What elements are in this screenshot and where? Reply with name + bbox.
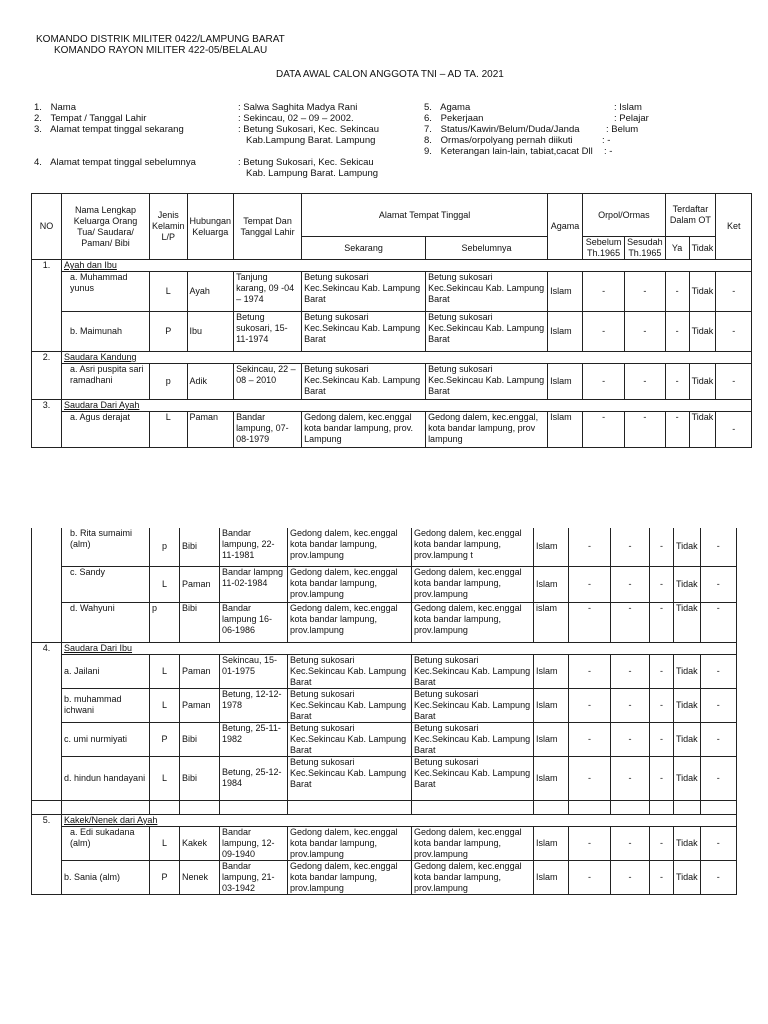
info-value-nama: : Salwa Saghita Madya Rani (238, 102, 358, 113)
cell-sesudah65: - (625, 272, 666, 312)
info-item-status: 7. Status/Kawin/Belum/Duda/Janda (424, 124, 580, 135)
cell-ket: - (716, 312, 752, 352)
cell-ket: - (716, 272, 752, 312)
cell-hubungan: Bibi (180, 602, 220, 642)
cell-tidak: Tidak (674, 756, 701, 800)
cell-sebelumnya: Gedong dalem, kec.enggal kota bandar lampung, prov.lampung (412, 566, 534, 602)
cell-nama: a. Asri puspita sari ramadhani (62, 364, 150, 400)
cell-tidak: Tidak (674, 528, 701, 566)
cell-sesudah65: - (611, 688, 650, 722)
col-header-ttl: Tempat Dan Tanggal Lahir (234, 194, 302, 260)
cell-agama: Islam (534, 722, 569, 756)
cell-sekarang: Gedong dalem, kec.enggal kota bandar lampung, prov.lampung (288, 602, 412, 642)
cell-tidak: Tidak (674, 860, 701, 894)
col-header-sesudah65: Sesudah Th.1965 (625, 237, 666, 260)
info-item-ormas: 8. Ormas/orpolyang pernah diikuti (424, 135, 573, 146)
cell-ttl: Sekincau, 22 – 08 – 2010 (234, 364, 302, 400)
cell-ya: - (665, 272, 689, 312)
spacer-row (32, 800, 737, 814)
cell-jk: L (150, 654, 180, 688)
cell-ya: - (650, 566, 674, 602)
cell-ya: - (650, 654, 674, 688)
cell-agama: Islam (548, 272, 583, 312)
info-value-keterangan: : - (604, 146, 613, 157)
cell-ket: - (716, 412, 752, 448)
document-title: DATA AWAL CALON ANGGOTA TNI – AD TA. 2021 (276, 69, 504, 80)
cell-sebelum65: - (583, 364, 625, 400)
info-item-pekerjaan: 6. Pekerjaan (424, 113, 484, 124)
cell-ya: - (650, 528, 674, 566)
section-number: 3. (32, 400, 62, 448)
cell-sekarang: Gedong dalem, kec.enggal kota bandar lampung, prov. Lampung (302, 412, 426, 448)
cell-ttl: Bandar lampung, 12-09-1940 (220, 826, 288, 860)
cell-tidak: Tidak (674, 602, 701, 642)
cell-jk: P (150, 722, 180, 756)
cell-ya: - (665, 364, 689, 400)
info-value-agama: : Islam (614, 102, 642, 113)
section-title: Ayah dan Ibu (62, 260, 752, 272)
info-value-alamat-sebelumnya-2: Kab. Lampung Barat. Lampung (246, 168, 379, 179)
col-header-tidak: Tidak (689, 237, 716, 260)
cell-sekarang: Gedong dalem, kec.enggal kota bandar lampung, prov.lampung (288, 566, 412, 602)
cell-ya: - (665, 412, 689, 448)
info-value-alamat-sekarang-2: Kab.Lampung Barat. Lampung (246, 135, 376, 146)
section-title: Saudara Dari Ibu (62, 642, 737, 654)
cell-sebelum65: - (583, 312, 625, 352)
cell-sesudah65: - (625, 364, 666, 400)
cell-jk: L (150, 272, 188, 312)
cell-ket: - (700, 654, 736, 688)
section-row (32, 352, 752, 364)
table-row (32, 272, 752, 312)
cell-tidak: Tidak (674, 722, 701, 756)
cell-jk: P (150, 312, 188, 352)
cell-sebelumnya: Gedong dalem, kec.enggal kota bandar lampung, prov.lampung (412, 860, 534, 894)
cell-jk: L (150, 688, 180, 722)
col-header-nama: Nama Lengkap Keluarga Orang Tua/ Saudara/ Paman/ Bibi (62, 194, 150, 260)
page-break-gap (0, 449, 768, 528)
section-row (32, 260, 752, 272)
col-header-ket: Ket (716, 194, 752, 260)
cell-sebelum65: - (569, 688, 611, 722)
cell-tidak: Tidak (674, 654, 701, 688)
cell-ttl: Bandar lampung 16-06-1986 (220, 602, 288, 642)
cell-ya: - (650, 688, 674, 722)
cell-hubungan: Nenek (180, 860, 220, 894)
section-row (32, 642, 737, 654)
cell-sebelum65: - (569, 756, 611, 800)
cell-hubungan: Paman (180, 566, 220, 602)
section-number-continued (32, 528, 62, 642)
table-row (32, 722, 737, 756)
table-row (32, 364, 752, 400)
cell-hubungan: Ibu (187, 312, 234, 352)
info-item-ttl: 2. Tempat / Tanggal Lahir (34, 113, 147, 124)
cell-ttl: Betung sukosari, 15-11-1974 (234, 312, 302, 352)
cell-sebelumnya: Gedong dalem, kec.enggal, kota bandar lampung, prov lampung (426, 412, 548, 448)
cell-sebelumnya: Betung sukosari Kec.Sekincau Kab. Lampung Barat (412, 688, 534, 722)
info-value-ttl: : Sekincau, 02 – 09 – 2002. (238, 113, 354, 124)
cell-sesudah65: - (611, 756, 650, 800)
header-command: KOMANDO DISTRIK MILITER 0422/LAMPUNG BARAT (36, 34, 285, 45)
cell-sebelumnya: Gedong dalem, kec.enggal kota bandar lampung, prov.lampung t (412, 528, 534, 566)
col-header-no: NO (32, 194, 62, 260)
cell-jk: L (150, 826, 180, 860)
cell-ket: - (716, 364, 752, 400)
table-row (32, 528, 737, 566)
info-value-ormas: : - (602, 135, 611, 146)
cell-sekarang: Gedong dalem, kec.enggal kota bandar lampung, prov.lampung (288, 860, 412, 894)
cell-sekarang: Betung sukosari Kec.Sekincau Kab. Lampung Barat (288, 688, 412, 722)
cell-agama: Islam (534, 528, 569, 566)
info-value-pekerjaan: : Pelajar (614, 113, 649, 124)
cell-jk: p (150, 364, 188, 400)
cell-sebelum65: - (583, 272, 625, 312)
cell-ya: - (665, 312, 689, 352)
cell-nama: a. Muhammad yunus (62, 272, 150, 312)
cell-sebelumnya: Betung sukosari Kec.Sekincau Kab. Lampung Barat (412, 722, 534, 756)
table-row (32, 826, 737, 860)
cell-ya: - (650, 826, 674, 860)
cell-sesudah65: - (625, 412, 666, 448)
cell-hubungan: Paman (180, 654, 220, 688)
section-number: 4. (32, 642, 62, 800)
cell-sebelum65: - (583, 412, 625, 448)
cell-nama: c. Sandy (62, 566, 150, 602)
cell-jk: L (150, 412, 188, 448)
info-item-keterangan: 9. Keterangan lain-lain, tabiat,cacat Dll (424, 146, 593, 157)
table-row (32, 654, 737, 688)
cell-tidak: Tidak (674, 826, 701, 860)
cell-nama: b. muhammad ichwani (62, 688, 150, 722)
cell-ya: - (650, 602, 674, 642)
cell-ttl: Tanjung karang, 09 -04 – 1974 (234, 272, 302, 312)
cell-hubungan: Paman (180, 688, 220, 722)
cell-ttl: Bandar lampung, 21-03-1942 (220, 860, 288, 894)
info-value-alamat-sekarang: : Betung Sukosari, Kec. Sekincau (238, 124, 379, 135)
col-header-hubungan: Hubungan Keluarga (187, 194, 234, 260)
cell-sebelum65: - (569, 602, 611, 642)
cell-jk: L (150, 566, 180, 602)
cell-sebelum65: - (569, 722, 611, 756)
cell-jk: p (150, 528, 180, 566)
cell-tidak: Tidak (674, 566, 701, 602)
cell-sesudah65: - (611, 722, 650, 756)
cell-tidak: Tidak (674, 688, 701, 722)
cell-agama: Islam (534, 688, 569, 722)
cell-sekarang: Betung sukosari Kec.Sekincau Kab. Lampung Barat (302, 364, 426, 400)
cell-sekarang: Betung sukosari Kec.Sekincau Kab. Lampung Barat (302, 312, 426, 352)
cell-hubungan: Paman (187, 412, 234, 448)
cell-ttl: Sekincau, 15-01-1975 (220, 654, 288, 688)
header-subcommand: KOMANDO RAYON MILITER 422-05/BELALAU (54, 45, 268, 56)
col-header-alamat: Alamat Tempat Tinggal (302, 194, 548, 237)
cell-sebelum65: - (569, 566, 611, 602)
cell-agama: Islam (548, 364, 583, 400)
cell-jk: p (150, 602, 180, 642)
cell-agama: islam (534, 602, 569, 642)
section-title: Saudara Kandung (62, 352, 752, 364)
cell-tidak: Tidak (689, 412, 716, 448)
cell-tidak: Tidak (689, 364, 716, 400)
cell-nama: d. hindun handayani (62, 756, 150, 800)
family-table (31, 193, 752, 448)
cell-sebelum65: - (569, 654, 611, 688)
table-row (32, 412, 752, 448)
cell-agama: Islam (534, 566, 569, 602)
col-header-jk: Jenis Kelamin L/P (150, 194, 188, 260)
cell-sebelum65: - (569, 528, 611, 566)
cell-sebelum65: - (569, 860, 611, 894)
col-header-agama: Agama (548, 194, 583, 260)
cell-nama: d. Wahyuni (62, 602, 150, 642)
cell-ttl: Betung, 12-12-1978 (220, 688, 288, 722)
cell-ket: - (700, 756, 736, 800)
cell-nama: b. Maimunah (62, 312, 150, 352)
info-item-alamat-sekarang: 3. Alamat tempat tinggal sekarang (34, 124, 184, 135)
cell-sesudah65: - (611, 566, 650, 602)
cell-ttl: Betung, 25-12-1984 (220, 756, 288, 800)
cell-nama: a. Agus derajat (62, 412, 150, 448)
cell-ket: - (700, 602, 736, 642)
cell-ket: - (700, 688, 736, 722)
col-header-ya: Ya (665, 237, 689, 260)
cell-nama: b. Rita sumaimi (alm) (62, 528, 150, 566)
cell-agama: Islam (548, 412, 583, 448)
table-row (32, 566, 737, 602)
section-number: 1. (32, 260, 62, 352)
info-item-nama: 1. Nama (34, 102, 76, 113)
cell-hubungan: Bibi (180, 722, 220, 756)
section-number: 5. (32, 814, 62, 894)
cell-agama: Islam (534, 654, 569, 688)
cell-sesudah65: - (611, 860, 650, 894)
cell-sebelumnya: Betung sukosari Kec.Sekincau Kab. Lampung Barat (426, 312, 548, 352)
cell-sebelum65: - (569, 826, 611, 860)
cell-ttl: Bandar lampng 11-02-1984 (220, 566, 288, 602)
family-table-continued (31, 528, 737, 895)
cell-nama: c. umi nurmiyati (62, 722, 150, 756)
cell-sekarang: Betung sukosari Kec.Sekincau Kab. Lampung Barat (302, 272, 426, 312)
cell-sebelumnya: Gedong dalem, kec.enggal kota bandar lampung, prov.lampung (412, 602, 534, 642)
cell-sekarang: Gedong dalem, kec.enggal kota bandar lampung, prov.lampung (288, 826, 412, 860)
cell-ttl: Betung, 25-11-1982 (220, 722, 288, 756)
section-number: 2. (32, 352, 62, 400)
cell-ya: - (650, 722, 674, 756)
cell-jk: L (150, 756, 180, 800)
cell-ket: - (700, 860, 736, 894)
info-value-status: : Belum (606, 124, 639, 135)
cell-sebelumnya: Betung sukosari Kec.Sekincau Kab. Lampung Barat (426, 364, 548, 400)
section-title: Kakek/Nenek dari Ayah (62, 814, 737, 826)
cell-sekarang: Gedong dalem, kec.enggal kota bandar lampung, prov.lampung (288, 528, 412, 566)
col-header-orpol: Orpol/Ormas (583, 194, 666, 237)
table-row (32, 688, 737, 722)
cell-nama: a. Jailani (62, 654, 150, 688)
cell-tidak: Tidak (689, 312, 716, 352)
cell-ttl: Bandar lampung, 07-08-1979 (234, 412, 302, 448)
cell-ya: - (650, 756, 674, 800)
cell-sebelumnya: Gedong dalem, kec.enggal kota bandar lampung, prov.lampung (412, 826, 534, 860)
cell-ya: - (650, 860, 674, 894)
table-row (32, 312, 752, 352)
cell-hubungan: Bibi (180, 528, 220, 566)
cell-jk: P (150, 860, 180, 894)
cell-sesudah65: - (611, 602, 650, 642)
table-row (32, 860, 737, 894)
cell-agama: Islam (534, 860, 569, 894)
cell-agama: Islam (548, 312, 583, 352)
cell-sesudah65: - (625, 312, 666, 352)
cell-ket: - (700, 566, 736, 602)
info-value-alamat-sebelumnya: : Betung Sukosari, Kec. Sekicau (238, 157, 374, 168)
table-row (32, 756, 737, 800)
cell-ket: - (700, 528, 736, 566)
section-title: Saudara Dari Ayah (62, 400, 752, 412)
cell-agama: Islam (534, 826, 569, 860)
cell-ket: - (700, 722, 736, 756)
col-header-sekarang: Sekarang (302, 237, 426, 260)
cell-sesudah65: - (611, 826, 650, 860)
section-row (32, 400, 752, 412)
cell-hubungan: Kakek (180, 826, 220, 860)
cell-agama: Islam (534, 756, 569, 800)
cell-sebelumnya: Betung sukosari Kec.Sekincau Kab. Lampung Barat (426, 272, 548, 312)
cell-sebelumnya: Betung sukosari Kec.Sekincau Kab. Lampung Barat (412, 654, 534, 688)
cell-sesudah65: - (611, 654, 650, 688)
cell-hubungan: Bibi (180, 756, 220, 800)
col-header-terdaftar: Terdaftar Dalam OT (665, 194, 716, 237)
cell-nama: a. Edi sukadana (alm) (62, 826, 150, 860)
info-item-agama: 5. Agama (424, 102, 471, 113)
table-row (32, 602, 737, 642)
cell-tidak: Tidak (689, 272, 716, 312)
section-row (32, 814, 737, 826)
cell-sekarang: Betung sukosari Kec.Sekincau Kab. Lampung Barat (288, 756, 412, 800)
cell-hubungan: Adik (187, 364, 234, 400)
cell-sekarang: Betung sukosari Kec.Sekincau Kab. Lampung Barat (288, 722, 412, 756)
cell-sebelumnya: Betung sukosari Kec.Sekincau Kab. Lampung Barat (412, 756, 534, 800)
col-header-sebelumnya: Sebelumnya (426, 237, 548, 260)
info-item-alamat-sebelumnya: 4. Alamat tempat tinggal sebelumnya (34, 157, 196, 168)
cell-ket: - (700, 826, 736, 860)
cell-nama: b. Sania (alm) (62, 860, 150, 894)
cell-sekarang: Betung sukosari Kec.Sekincau Kab. Lampung Barat (288, 654, 412, 688)
cell-ttl: Bandar lampung, 22-11-1981 (220, 528, 288, 566)
cell-sesudah65: - (611, 528, 650, 566)
cell-hubungan: Ayah (187, 272, 234, 312)
col-header-sebelum65: Sebelum Th.1965 (583, 237, 625, 260)
